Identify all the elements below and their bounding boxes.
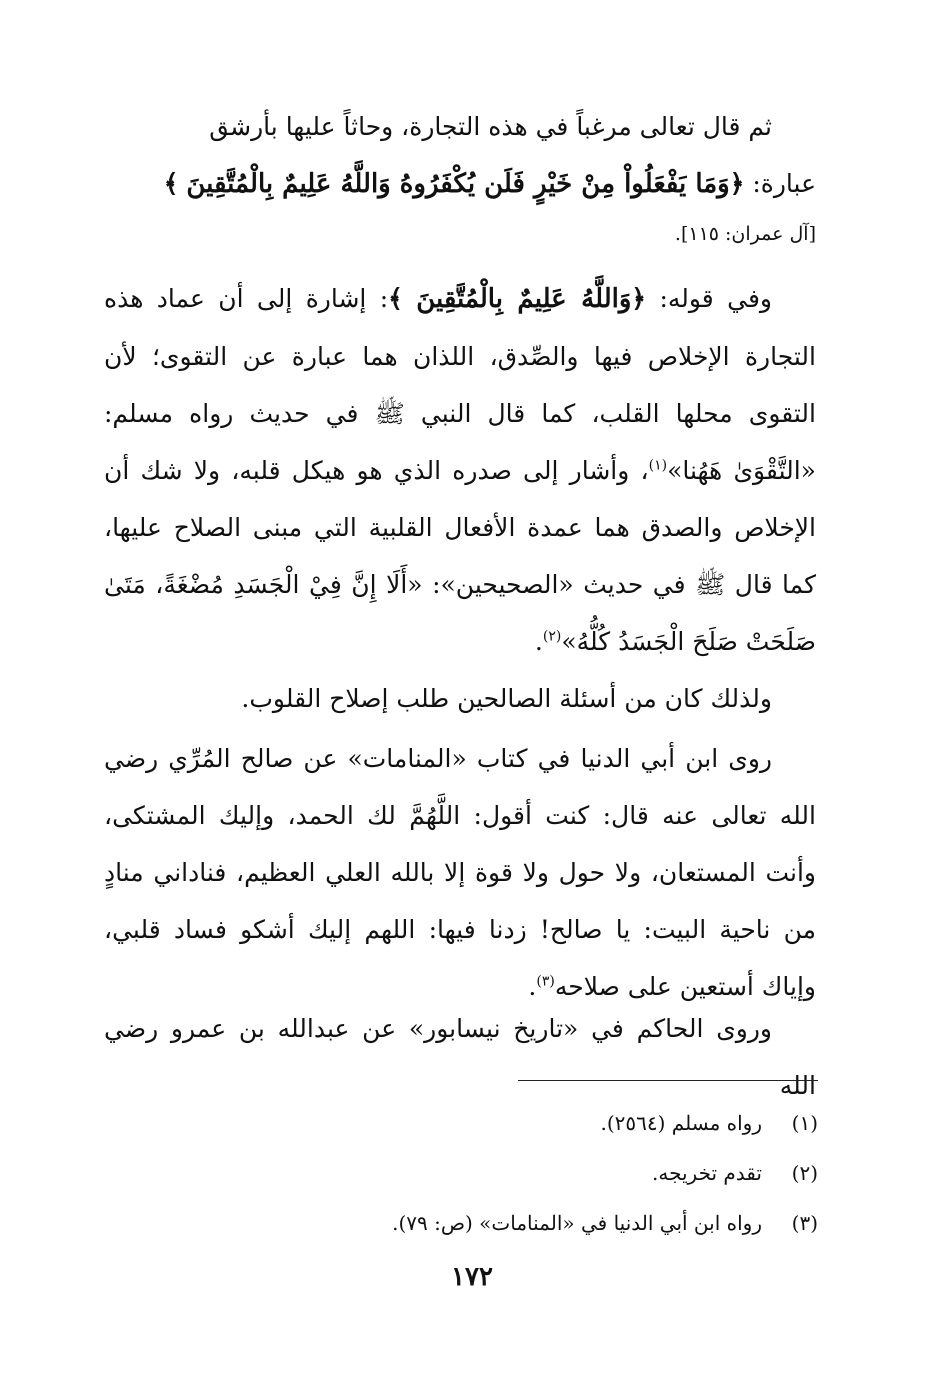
paragraph-1-line-2: عبارة: ﴿وَمَا يَفْعَلُواْ مِنْ خَيْرٍ فَلَن يُكْفَرُوهُ وَاللَّهُ عَلِيمٌ بِالْمُتَّقِينَ ﴾ xyxy=(163,169,816,199)
footnote-number: (٢) xyxy=(791,1161,818,1185)
footnotes xyxy=(118,1098,818,1248)
footnote-marker-3: (٣) xyxy=(536,973,555,990)
paragraph-1-line-1: ثم قال تعالى مرغباً في هذه التجارة، وحاثاً عليها بأرشق xyxy=(209,112,772,141)
footnote-marker-2: (٢) xyxy=(542,628,562,645)
footnote-separator xyxy=(518,1080,818,1081)
footnote-2 xyxy=(118,1148,818,1198)
quran-verse: وَاللَّهُ عَلِيمٌ بِالْمُتَّقِينَ xyxy=(416,284,632,314)
quran-close-brace: ﴾ xyxy=(388,284,403,313)
quran-verse: وَمَا يَفْعَلُواْ مِنْ خَيْرٍ فَلَن يُكْفَرُوهُ وَاللَّهُ عَلِيمٌ بِالْمُتَّقِينَ xyxy=(186,169,730,199)
page-number: ١٧٢ xyxy=(451,1262,493,1292)
footnote-text: تقدم تخريجه. xyxy=(652,1161,762,1185)
footnote-text: رواه مسلم (٢٥٦٤). xyxy=(600,1111,762,1135)
paragraph-5: وروى الحاكم في «تاريخ نيسابور» عن عبدالله بن عمرو رضي الله xyxy=(104,1014,816,1100)
footnote-number: (٣) xyxy=(791,1211,818,1235)
quran-open-brace: ﴿ xyxy=(631,284,647,313)
paragraph-2: وفي قوله: ﴿وَاللَّهُ عَلِيمٌ بِالْمُتَّقِينَ ﴾: إشارة إلى أن عماد هذه التجارة الإخلاص فيها والصِّدق، اللذان هما عبارة عن التقوى؛ لأن التقوى محلها القلب، كما قال النبي ﷺ في حديث رواه مسلم: «التَّقْوَىٰ هَهُنا»$^{(١)}$، وأشار إلى صدره الذي هو هيكل قلبه، ولا شك أن الإخلاص والصدق هما عمدة الأفعال القلبية التي مبنى الصلاح عليها، كما قال ﷺ في حديث «الصحيحين»: «أَلَا إِنَّ فِيْ الْجَسَدِ مُضْغَةً، مَتَىٰ صَلَحَتْ صَلَحَ الْجَسَدُ كُلُّهُ»$^{(٢)}$. xyxy=(104,284,816,656)
footnote-marker-1: (١) xyxy=(648,457,668,474)
paragraph-3: ولذلك كان من أسئلة الصالحين طلب إصلاح القلوب. xyxy=(241,684,772,713)
footnote-text: رواه ابن أبي الدنيا في «المنامات» (ص: ٧٩). xyxy=(392,1211,762,1235)
quran-close-brace: ﴾ xyxy=(163,169,179,198)
quran-open-brace: ﴿ xyxy=(729,169,745,198)
paragraph-4: روى ابن أبي الدنيا في كتاب «المنامات» عن صالح المُرِّي رضي الله تعالى عنه قال: كنت أقول: اللَّهُمَّ لك الحمد، وإليك المشتكى، وأنت المستعان، ولا حول ولا قوة إلا بالله العلي العظيم، فناداني منادٍ من ناحية البيت: يا صالح! زدنا فيها: اللهم إليك أشكو فساد قلبي، وإياك أستعين على صلاحه$^{(٣)}$. xyxy=(104,744,816,1001)
footnote-1 xyxy=(118,1098,818,1148)
paragraph-1 xyxy=(104,98,816,253)
footnote-3 xyxy=(118,1198,818,1248)
verse-citation: [آل عمران: ١١٥]. xyxy=(674,223,816,245)
footnote-number: (١) xyxy=(791,1111,818,1135)
